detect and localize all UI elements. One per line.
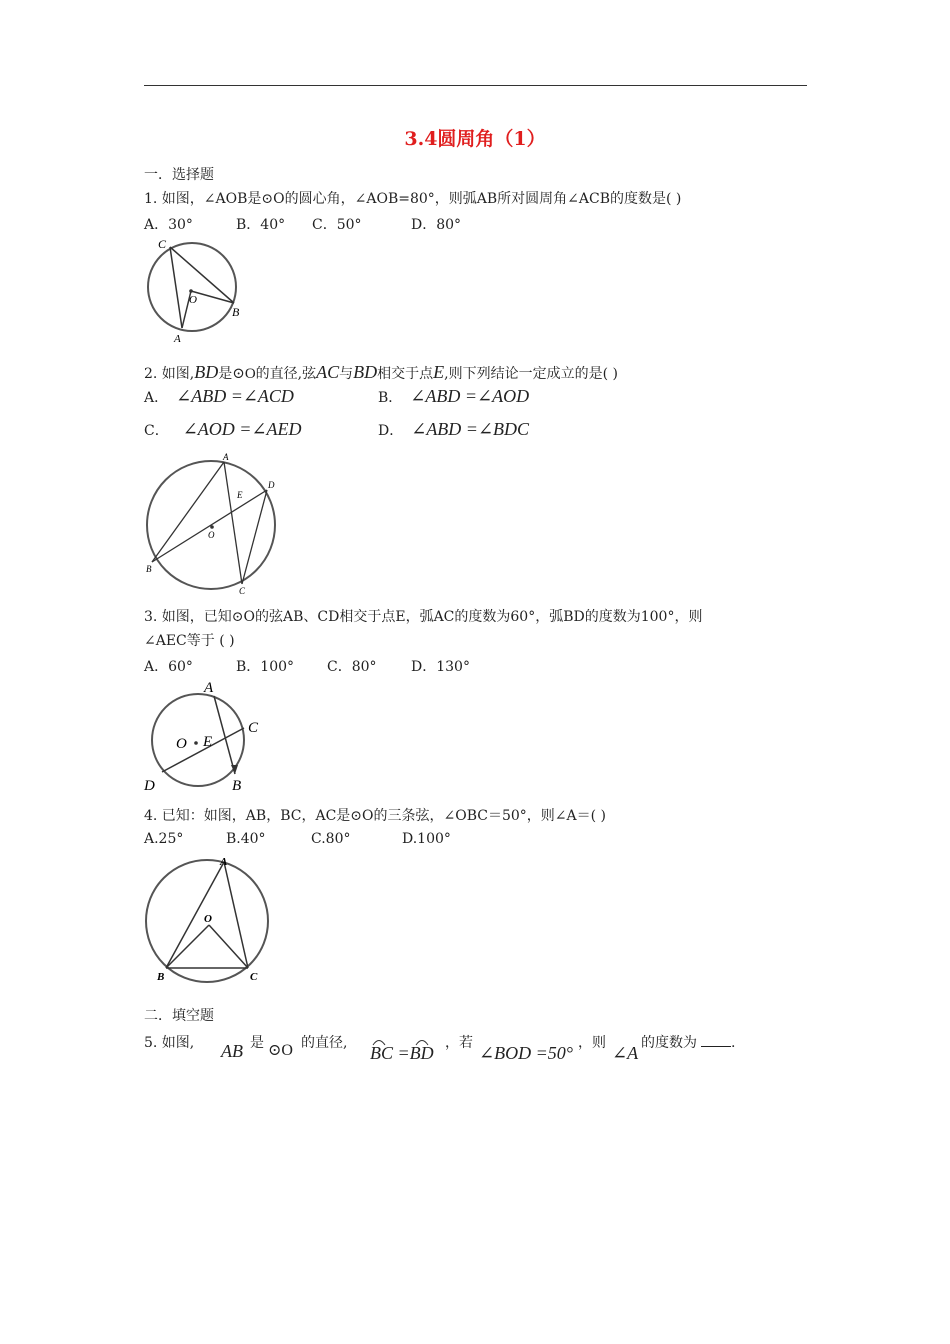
q5-mid4: ，则 — [578, 1035, 606, 1051]
q3-label-d: D — [144, 778, 155, 794]
q3-label-c: C — [248, 720, 259, 736]
q2-label-b: B — [146, 564, 152, 574]
q2-option-c: C． ∠AOD =∠AED — [144, 419, 302, 439]
q3-label-o: O — [176, 736, 187, 752]
q2-text: 2. 如图,BD是⊙O的直径,弦AC与BD相交于点E,则下列结论一定成立的是( ) — [144, 362, 618, 382]
section-choice-heading: 一．选择题 — [144, 167, 214, 183]
q1-option-a: A．30° — [144, 217, 193, 233]
q1-label-b: B — [232, 305, 240, 319]
q4-label-o: O — [204, 913, 212, 925]
q5-mid3: ，若 — [445, 1035, 473, 1051]
q3-option-c: C．80° — [327, 659, 377, 675]
q2-label-d: D — [268, 480, 275, 490]
q5-prefix: 5. 如图, — [144, 1035, 195, 1051]
q2-label-a: A — [223, 452, 229, 462]
q5-mid2: 的直径, — [301, 1035, 348, 1051]
q5-mid1: 是 — [250, 1035, 264, 1051]
q5-angle-a: ∠A — [612, 1043, 639, 1063]
q2-label-c: C — [239, 586, 246, 596]
q1-label-c: C — [158, 237, 167, 251]
page-title: 3.4圆周角（1） — [404, 128, 546, 150]
q1-option-b: B．40° — [236, 217, 286, 233]
q4-label-a: A — [220, 856, 228, 868]
q1-label-a: A — [174, 333, 181, 345]
q4-option-b: B.40° — [226, 831, 266, 847]
q3-option-d: D．130° — [411, 659, 470, 675]
q2-label-e: E — [237, 490, 243, 500]
q2-option-d: D． ∠ABD =∠BDC — [378, 419, 530, 439]
q4-label-b: B — [157, 971, 165, 983]
q2-option-b: B． ∠ABD =∠AOD — [378, 386, 530, 406]
q5-ab: AB — [221, 1041, 243, 1061]
q3-option-a: A．60° — [144, 659, 193, 675]
q2-label-o: O — [208, 530, 215, 540]
q3-label-a: A — [204, 680, 214, 696]
q2-figure — [140, 452, 285, 597]
q3-label-b: B — [232, 778, 242, 794]
header-rule — [144, 85, 807, 86]
q3-text-line1: 3. 如图，已知⊙O的弦AB、CD相交于点E，弧AC的度数为60°，弧BD的度数为100°，则 — [144, 609, 703, 625]
q1-option-d: D．80° — [411, 217, 462, 233]
q1-option-c: C．50° — [312, 217, 362, 233]
q1-figure — [140, 236, 250, 346]
q3-label-e: E — [203, 734, 213, 750]
q4-figure — [140, 852, 275, 987]
q2-option-a: A． ∠ABD =∠ACD — [144, 386, 294, 406]
q5-suffix: 的度数为 . — [641, 1035, 736, 1051]
q5-arc-equation: BC =BD — [370, 1043, 434, 1063]
q5-angle-bod: ∠BOD =50° — [479, 1043, 573, 1063]
q4-option-d: D.100° — [402, 831, 451, 847]
q5-circle-o: ⊙O — [268, 1042, 293, 1059]
q3-figure — [140, 676, 265, 796]
section-fill-heading: 二．填空题 — [144, 1008, 214, 1024]
q5-answer-blank[interactable] — [701, 1034, 731, 1047]
q4-option-a: A.25° — [144, 831, 184, 847]
q3-text-line2: ∠AEC等于 ( ) — [144, 633, 235, 649]
q4-label-c: C — [250, 971, 258, 983]
q4-text: 4. 已知：如图，AB，BC，AC是⊙O的三条弦，∠OBC＝50°，则∠A＝( ) — [144, 808, 606, 824]
q1-label-o: O — [189, 294, 197, 306]
q3-option-b: B．100° — [236, 659, 295, 675]
q4-option-c: C.80° — [311, 831, 351, 847]
q1-text: 1. 如图，∠AOB是⊙O的圆心角，∠AOB=80°，则弧AB所对圆周角∠ACB的度数是( ) — [144, 191, 682, 207]
